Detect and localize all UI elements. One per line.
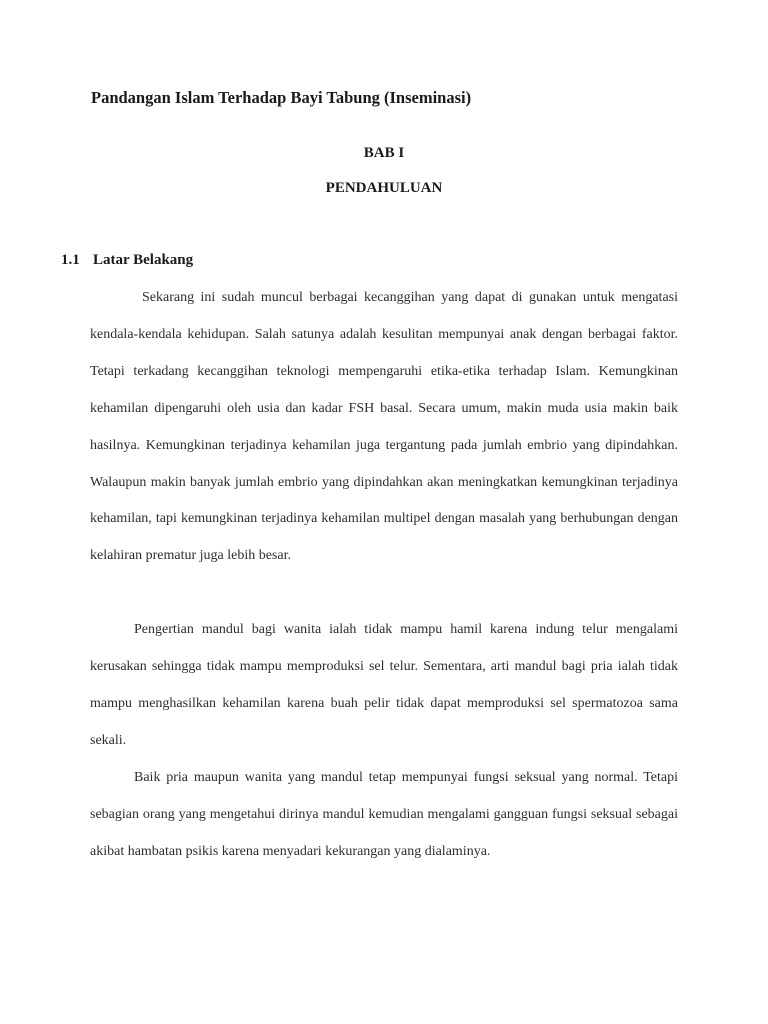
paragraph <box>90 280 678 575</box>
paragraph-text: Pengertian mandul bagi wanita ialah tidak mampu hamil karena indung telur mengalami kerusakan sehingga tidak mampu memproduksi sel telur. Sementara, arti mandul bagi pria ialah tidak mampu menghasilkan kehamilan karena buah pelir tidak dapat memproduksi sel spermatozoa sama sekali. <box>90 622 678 748</box>
section-heading <box>61 252 193 269</box>
paragraph-text: Baik pria maupun wanita yang mandul tetap mempunyai fungsi seksual yang normal. Tetapi sebagian orang yang mengetahui dirinya mandul kemudian mengalami gangguan fungsi seksual sebagai akibat hambatan psikis karena menyadari kekurangan yang dialaminya. <box>90 770 678 859</box>
section-number: 1.1 <box>61 252 80 268</box>
chapter-title: PENDAHULUAN <box>325 180 443 196</box>
paragraph <box>90 612 678 760</box>
paragraph-text: Sekarang ini sudah muncul berbagai kecanggihan yang dapat di gunakan untuk mengatasi kendala-kendala kehidupan. Salah satunya adalah kesulitan mempunyai anak dengan berbagai faktor. Tetapi terkadang kecanggihan teknologi mempengaruhi etika-etika terhadap Islam. Kemungkinan kehamilan dipengaruhi oleh usia dan kadar FSH basal. Secara umum, makin muda usia makin baik hasilnya. Kemungkinan terjadinya kehamilan juga tergantung pada jumlah embrio yang dipindahkan. Walaupun makin banyak jumlah embrio yang dipindahkan akan meningkatkan kemungkinan terjadinya kehamilan, tapi kemungkinan terjadinya kehamilan multipel dengan masalah yang berhubungan dengan kelahiran prematur juga lebih besar. <box>90 290 678 564</box>
section-title: Latar Belakang <box>93 252 194 268</box>
document-title: Pandangan Islam Terhadap Bayi Tabung (Inseminasi) <box>91 88 472 107</box>
chapter-number: BAB I <box>363 145 405 161</box>
paragraph <box>90 760 678 871</box>
